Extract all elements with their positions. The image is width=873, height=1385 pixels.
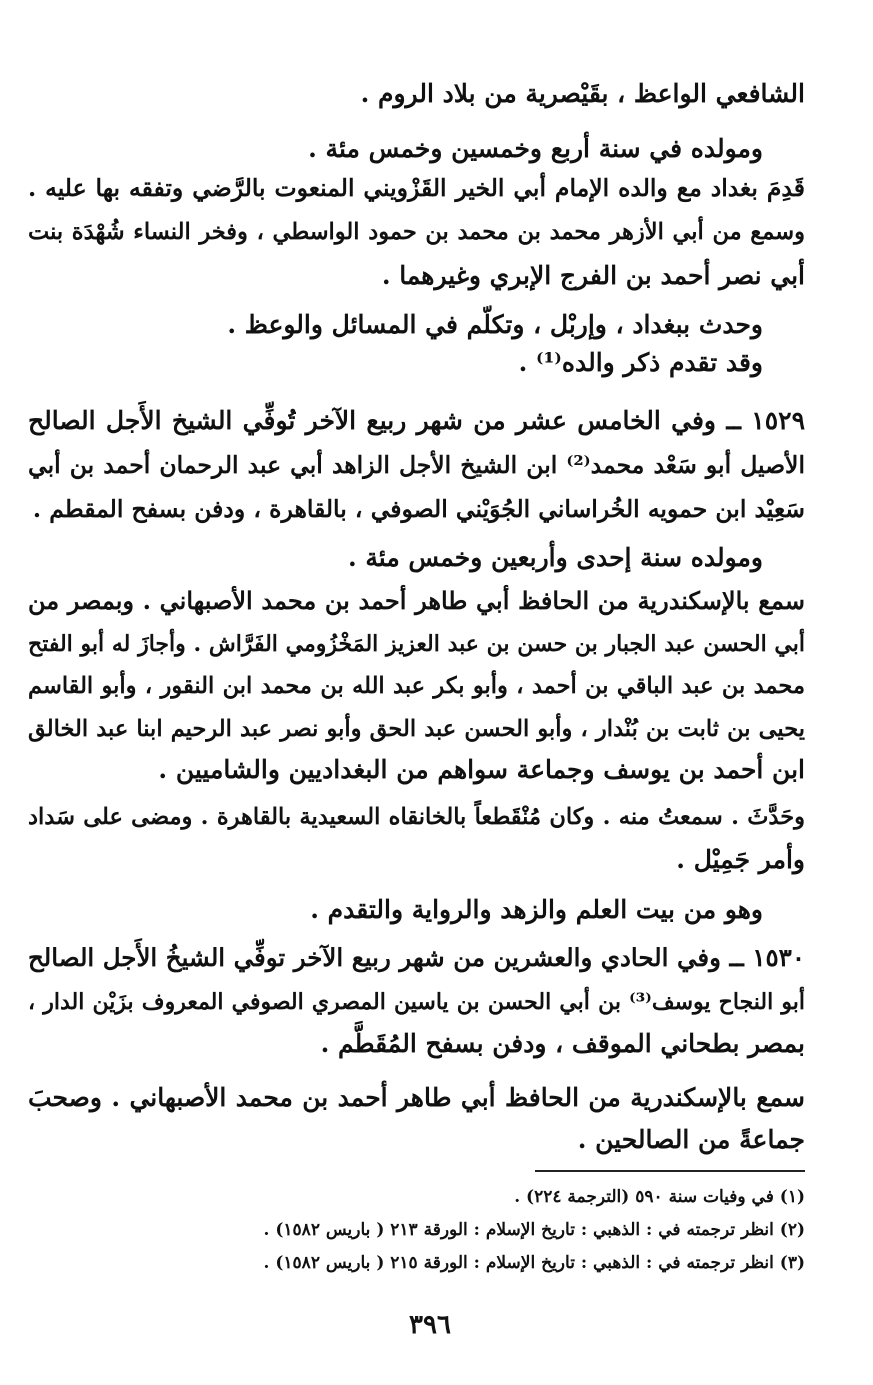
text-line: وهو من بيت العلم والزهد والرواية والتقدم . (310, 895, 763, 924)
text-line: وسمع من أبي الأزهر محمد بن محمد بن حمود الواسطي ، وفخر النساء شُهْدَة بنت (28, 219, 805, 245)
text-line: ومولده في سنة أربع وخمسين وخمس مئة . (308, 134, 763, 163)
entry-heading-1529: ١٥٢٩ ــ وفي الخامس عشر من شهر ربيع الآخر تُوفِّي الشيخ الأَجل الصالح (28, 406, 805, 435)
text-line: قَدِمَ بغداد مع والده الإمام أبي الخير القَزْويني المنعوت بالرَّضي وتفقه بها عليه . (28, 174, 805, 202)
footnote-2: (٢) انظر ترجمته في : الذهبي : تاريخ الإسلام : الورقة ٢١٣ ( باريس ١٥٨٢) . (263, 1220, 805, 1240)
text-line: محمد بن عبد الباقي بن أحمد ، وأبو بكر عبد الله بن محمد ابن النقور ، وأبو القاسم (28, 673, 805, 699)
text-line: وحدث ببغداد ، وإربْل ، وتكلّم في المسائل والوعظ . (227, 310, 763, 339)
text-line: ومولده سنة إحدى وأربعين وخمس مئة . (347, 543, 763, 572)
footnote-3: (٣) انظر ترجمته في : الذهبي : تاريخ الإسلام : الورقة ٢١٥ ( باريس ١٥٨٢) . (263, 1253, 805, 1273)
text-line: الأصيل أبو سَعْد محمد⁽²⁾ ابن الشيخ الأجل الزاهد أبي عبد الرحمان أحمد بن أبي (28, 451, 805, 479)
footnote-separator (535, 1170, 805, 1172)
text-line: وقد تقدم ذكر والده⁽¹⁾ . (518, 348, 763, 377)
text-line: بمصر بطحاني الموقف ، ودفن بسفح المُقَطَّم . (320, 1029, 805, 1058)
text-line: سَعِيْد ابن حمويه الخُراساني الجُوَيْني الصوفي ، بالقاهرة ، ودفن بسفح المقطم . (32, 495, 805, 523)
entry-heading-1530: ١٥٣٠ ــ وفي الحادي والعشرين من شهر ربيع الآخر توفِّي الشيخُ الأَجل الصالح (27, 943, 805, 972)
text-line: أبي الحسن عبد الجبار بن حسن بن عبد العزيز المَخْزُومي الفَرَّاش . وأجازَ له أبو الفتح (28, 631, 805, 657)
text-line: أبو النجاح يوسف⁽³⁾ بن أبي الحسن بن ياسين المصري الصوفي المعروف بزَيْن الدار ، (28, 989, 805, 1015)
text-line: يحيى بن ثابت بن بُنْدار ، وأبو الحسن عبد الحق وأبو نصر عبد الرحيم ابنا عبد الخالق (28, 716, 805, 742)
text-line: أبي نصر أحمد بن الفرج الإبري وغيرهما . (381, 261, 805, 290)
text-line: سمع بالإسكندرية من الحافظ أبي طاهر أحمد بن محمد الأصبهاني . وصحبَ (28, 1083, 805, 1112)
text-line: جماعةً من الصالحين . (577, 1125, 805, 1154)
text-line: ابن أحمد بن يوسف وجماعة سواهم من البغداديين والشاميين . (158, 755, 805, 784)
text-line: الشافعي الواعظ ، بقَيْصرية من بلاد الروم . (360, 79, 805, 108)
page-number: ٣٩٦ (409, 1310, 451, 1340)
text-line: وحَدَّثَ . سمعتُ منه . وكان مُنْقَطعاً بالخانقاه السعيدية بالقاهرة . ومضى على سَداد (28, 804, 805, 830)
footnote-1: (١) في وفيات سنة ٥٩٠ (الترجمة ٢٢٤) . (514, 1187, 805, 1207)
text-line: سمع بالإسكندرية من الحافظ أبي طاهر أحمد بن محمد الأصبهاني . وبمصر من (28, 586, 805, 615)
text-line: وأمر جَمِيْل . (676, 845, 805, 874)
